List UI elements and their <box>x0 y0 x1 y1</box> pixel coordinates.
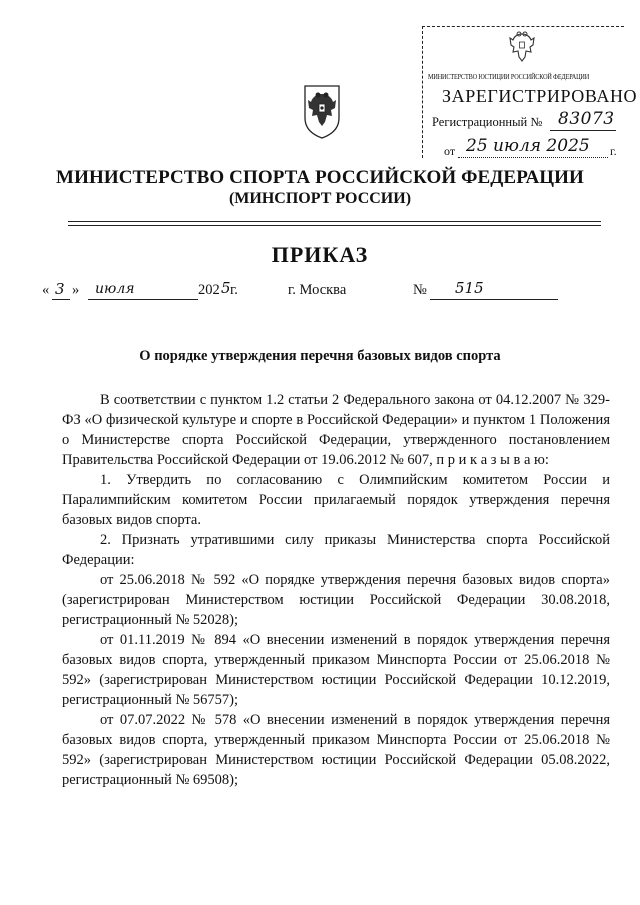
ministry-short-name: (МИНСПОРТ РОССИИ) <box>228 190 412 207</box>
quote-open: « <box>42 282 50 298</box>
order-subject: О порядке утверждения перечня базовых видов спорта <box>139 348 501 364</box>
stamp-border <box>422 26 423 158</box>
stamp-ministry-name: МИНИСТЕРСТВО ЮСТИЦИИ РОССИЙСКОЙ ФЕДЕРАЦИИ <box>428 72 590 81</box>
stamp-registration-date: 25 июля 2025 <box>466 136 590 156</box>
stamp-registration-number: 83073 <box>558 109 615 129</box>
stamp-border <box>422 26 624 27</box>
order-date-row <box>0 279 640 304</box>
day-underline <box>52 299 70 300</box>
order-year-suffix: г. <box>230 282 238 298</box>
stamp-underline <box>550 130 616 131</box>
number-underline <box>430 299 558 300</box>
header-divider <box>68 221 601 222</box>
quote-close: » <box>72 282 80 298</box>
coat-of-arms-emblem <box>299 82 345 140</box>
order-number: 515 <box>455 279 484 297</box>
order-day: 3 <box>55 280 65 298</box>
header-divider <box>68 225 601 226</box>
order-number-label: № <box>413 282 427 298</box>
paragraph: В соответствии с пунктом 1.2 статьи 2 Федерального закона от 04.12.2007 № 329-ФЗ «О физической культуре и спорте в Российской Федерации» и пунктом 1 Положения о Министерстве спорта Российской Федерации, утвержденного постановлением Правительства Российской Федерации от 19.06.2012 № 607, п р и к а з ы в а ю: <box>62 392 610 468</box>
paragraph: от 25.06.2018 № 592 «О порядке утверждения перечня базовых видов спорта» (зарегистрирован Министерством юстиции Российской Федерации 30.08.2018, регистрационный № 52028); <box>62 572 610 628</box>
stamp-status: ЗАРЕГИСТРИРОВАНО <box>442 86 638 106</box>
paragraph: от 07.07.2022 № 578 «О внесении изменений в порядок утверждения перечня базовых видов спорта, утвержденный приказом Минспорта России от 25.06.2018 № 592» (зарегистрирован Министерством юстиции Российской Федерации 05.08.2022, регистрационный № 69508); <box>62 712 610 788</box>
paragraph: от 01.11.2019 № 894 «О внесении изменений в порядок утверждения перечня базовых видов спорта, утвержденный приказом Минспорта России от 25.06.2018 № 592» (зарегистрирован Министерством юстиции Российской Федерации 10.12.2019, регистрационный № 56757); <box>62 632 610 708</box>
order-city: г. Москва <box>288 282 347 298</box>
stamp-underline <box>458 157 608 158</box>
paragraph: 2. Признать утратившими силу приказы Министерства спорта Российской Федерации: <box>62 532 610 568</box>
paragraph: 1. Утвердить по согласованию с Олимпийским комитетом России и Паралимпийским комитетом России прилагаемый порядок утверждения перечня базовых видов спорта. <box>62 472 610 528</box>
order-title: ПРИКАЗ <box>271 242 369 267</box>
ministry-name: МИНИСТЕРСТВО СПОРТА РОССИЙСКОЙ ФЕДЕРАЦИИ <box>56 167 584 188</box>
order-body <box>62 390 610 790</box>
registration-stamp <box>418 16 638 164</box>
order-year-digit: 5 <box>221 279 231 297</box>
order-month: июля <box>95 281 135 297</box>
stamp-from-label: от <box>444 144 456 158</box>
month-underline <box>88 299 198 300</box>
stamp-year-suffix: г. <box>610 144 617 158</box>
order-year-prefix: 202 <box>198 282 220 298</box>
stamp-regno-label: Регистрационный № <box>432 115 543 129</box>
stamp-coat-of-arms-icon <box>504 28 540 68</box>
